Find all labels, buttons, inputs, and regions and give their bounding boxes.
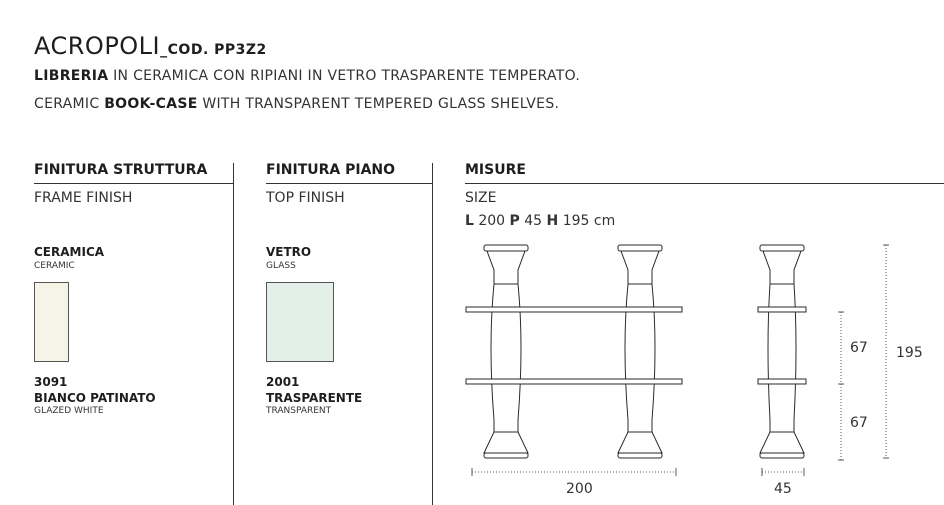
side-upper-shelf	[758, 307, 806, 312]
size-title: MISURE	[465, 162, 526, 178]
depth-label: P	[509, 213, 520, 229]
product-name: ACROPOLI	[34, 32, 161, 60]
height-label: H	[546, 213, 559, 229]
description-english-rest: WITH TRANSPARENT TEMPERED GLASS SHELVES.	[197, 96, 560, 112]
description-english-start: CERAMIC	[34, 96, 105, 112]
depth-dimension-label: 45	[774, 481, 792, 497]
top-material: VETRO	[266, 245, 312, 259]
length-label: L	[465, 213, 474, 229]
front-upper-shelf	[466, 307, 682, 312]
front-left-column	[484, 245, 528, 458]
width-dimension-label: 200	[566, 481, 593, 497]
description-english-bold: BOOK-CASE	[104, 96, 198, 112]
lower-shelf-gap-label: 67	[850, 415, 868, 431]
size-subtitle: SIZE	[465, 190, 497, 206]
top-finish-name: TRASPARENTE	[266, 391, 363, 405]
frame-finish-name: BIANCO PATINATO	[34, 391, 156, 405]
upper-shelf-gap-label: 67	[850, 340, 868, 356]
top-finish-name-en: TRANSPARENT	[266, 406, 332, 416]
side-lower-shelf	[758, 379, 806, 384]
depth-value: 45	[519, 213, 547, 229]
top-material-en: GLASS	[266, 261, 296, 271]
description-italian-bold: LIBRERIA	[34, 68, 109, 84]
top-finish-title: FINITURA PIANO	[266, 162, 396, 178]
height-dimension-label: 195	[896, 345, 923, 361]
frame-finish-code: 3091	[34, 375, 68, 389]
frame-finish-name-en: GLAZED WHITE	[34, 406, 104, 416]
front-lower-shelf	[466, 379, 682, 384]
product-code: _COD. PP3Z2	[160, 42, 267, 58]
top-finish-subtitle: TOP FINISH	[266, 190, 345, 206]
frame-finish-subtitle: FRAME FINISH	[34, 190, 133, 206]
side-view-column	[760, 245, 804, 458]
description-italian-rest: IN CERAMICA CON RIPIANI IN VETRO TRASPARENTE TEMPERATO.	[108, 68, 581, 84]
top-finish-code: 2001	[266, 375, 300, 389]
frame-material-en: CERAMIC	[34, 261, 75, 271]
frame-material: CERAMICA	[34, 245, 105, 259]
front-right-column	[618, 245, 662, 458]
frame-finish-title: FINITURA STRUTTURA	[34, 162, 208, 178]
height-value: 195 cm	[558, 213, 616, 229]
length-value: 200	[473, 213, 510, 229]
